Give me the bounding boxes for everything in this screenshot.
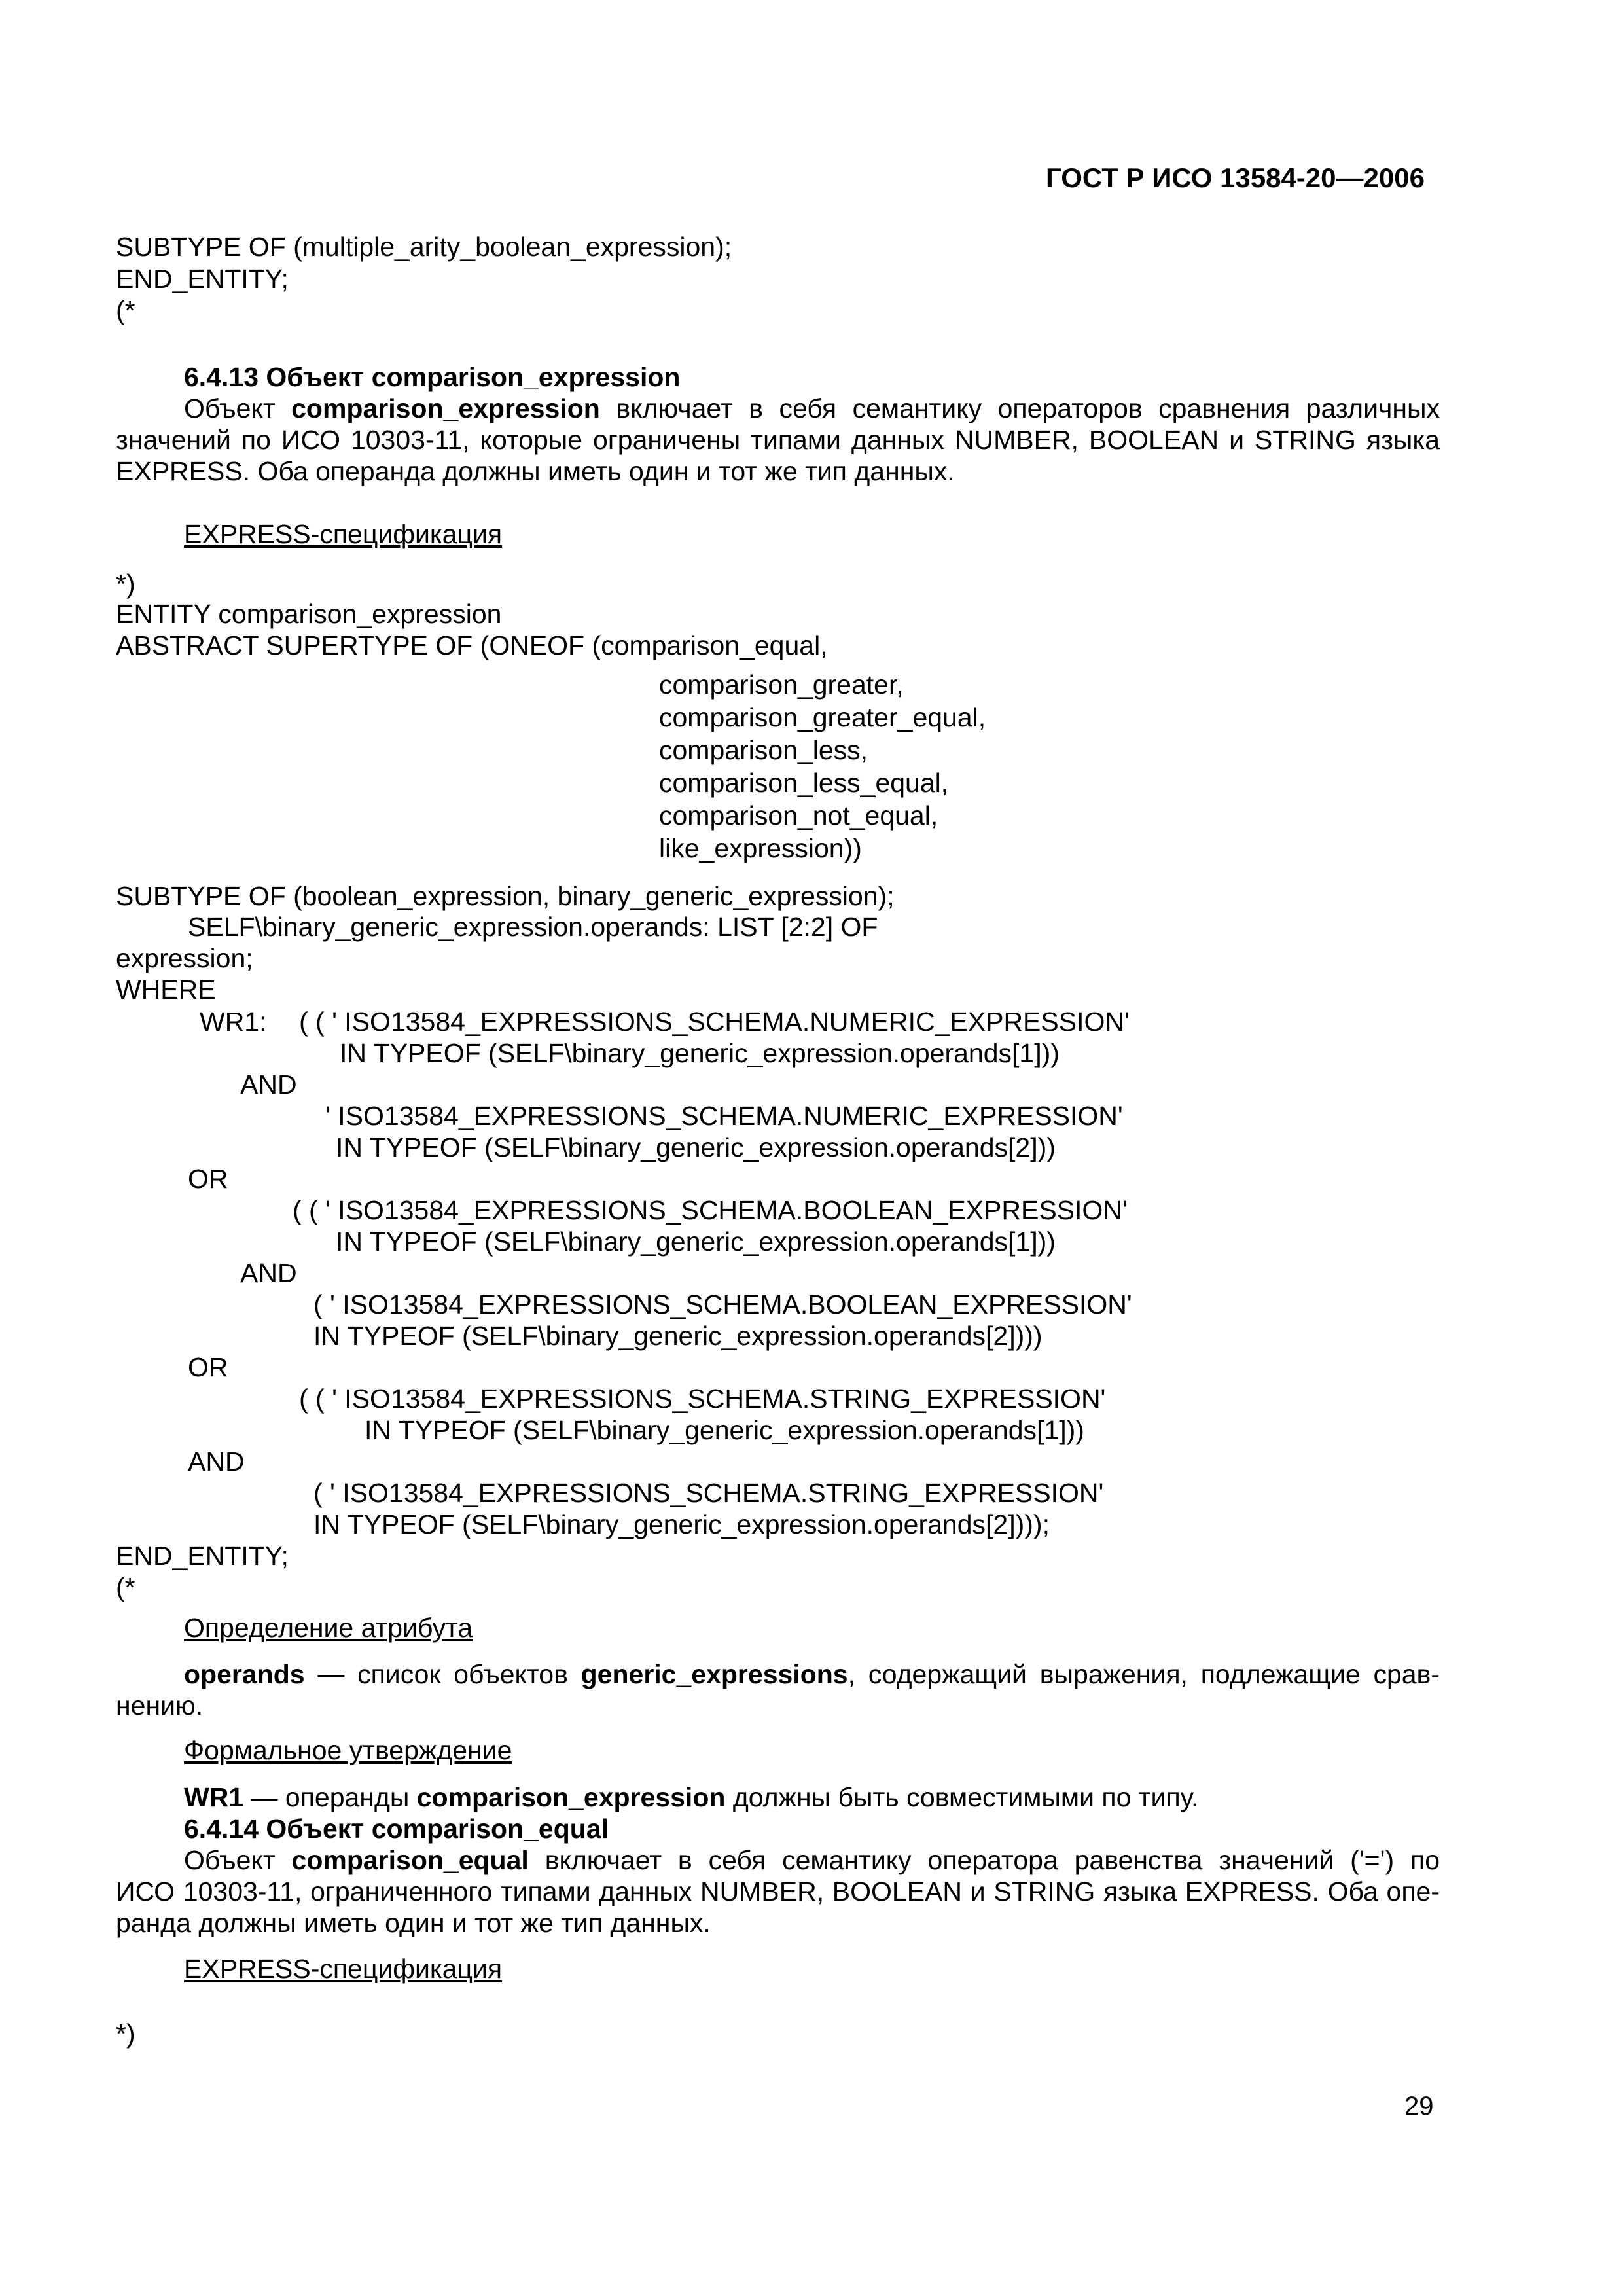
bold-term: comparison_expression [291, 393, 600, 423]
paragraph-line [116, 1844, 1440, 1876]
code-line: *) [116, 2018, 135, 2049]
code-line: AND [188, 1446, 245, 1477]
code-line: comparison_not_equal, [659, 800, 938, 831]
code-line: ' ISO13584_EXPRESSIONS_SCHEMA.NUMERIC_EXPRESSION' [325, 1101, 1123, 1131]
section-heading: 6.4.14 Объект comparison_equal [184, 1814, 609, 1844]
code-line: WHERE [116, 975, 216, 1005]
code-line: (* [116, 1572, 135, 1602]
code-line: ( ' ISO13584_EXPRESSIONS_SCHEMA.STRING_EXPRESSION' [313, 1478, 1104, 1508]
text-run: Объект [184, 393, 292, 423]
document-code-header: ГОСТ Р ИСО 13584-20—2006 [1046, 162, 1425, 193]
code-line: ( ( ' ISO13584_EXPRESSIONS_SCHEMA.BOOLEAN_EXPRESSION' [293, 1195, 1128, 1225]
paragraph-line: значений по ИСО 10303-11, которые ограничены типами данных NUMBER, BOOLEAN и STRING языка [116, 425, 1440, 455]
code-line: SUBTYPE OF (boolean_expression, binary_generic_expression); [116, 881, 895, 911]
paragraph-line [184, 1782, 1198, 1813]
attribute-definition-label: Определение атрибута [184, 1613, 473, 1643]
code-line: *) [116, 569, 135, 599]
code-line: (* [116, 295, 135, 325]
page-number: 29 [1404, 2092, 1434, 2121]
code-line: OR [188, 1164, 228, 1194]
code-line: SELF\binary_generic_expression.operands: LIST [2:2] OF [188, 912, 878, 942]
code-line: IN TYPEOF (SELF\binary_generic_expression.operands[2]))) [313, 1321, 1043, 1351]
paragraph-line [116, 393, 1440, 424]
code-line: comparison_less_equal, [659, 768, 949, 798]
bold-term: operands — [184, 1659, 345, 1689]
section-heading: 6.4.13 Объект comparison_expression [184, 362, 681, 392]
bold-term: comparison_expression [416, 1782, 726, 1812]
code-line: IN TYPEOF (SELF\binary_generic_expression.operands[1])) [336, 1227, 1056, 1257]
rule-label: WR1: [200, 1007, 267, 1037]
paragraph-line: нению. [116, 1691, 204, 1721]
code-line: ENTITY comparison_expression [116, 599, 502, 629]
code-line: like_expression)) [659, 833, 862, 863]
formal-statement-label: Формальное утверждение [184, 1735, 512, 1765]
paragraph-line: ранда должны иметь один и тот же тип данных. [116, 1908, 711, 1938]
code-line: AND [240, 1069, 297, 1100]
code-line: IN TYPEOF (SELF\binary_generic_expression.operands[2])) [336, 1132, 1056, 1162]
express-spec-label: EXPRESS-спецификация [184, 519, 503, 549]
paragraph-line [116, 1659, 1440, 1690]
code-line: comparison_greater_equal, [659, 702, 986, 732]
code-line: ( ( ' ISO13584_EXPRESSIONS_SCHEMA.NUMERIC_EXPRESSION' [299, 1007, 1130, 1037]
bold-term: generic_expressions [580, 1659, 848, 1689]
code-line: OR [188, 1352, 228, 1382]
code-line: AND [240, 1258, 297, 1288]
bold-term: comparison_equal [291, 1845, 529, 1875]
bold-term: WR1 [184, 1782, 244, 1812]
paragraph-line: ИСО 10303-11, ограниченного типами данных NUMBER, BOOLEAN и STRING языка EXPRESS. Оба опе- [116, 1876, 1440, 1907]
text-run: должны быть совместимыми по типу. [725, 1782, 1199, 1812]
code-line: END_ENTITY; [116, 264, 289, 294]
text-run: включает в себя семантику оператора равенства значений ('=') по [528, 1845, 1440, 1875]
code-line: SUBTYPE OF (multiple_arity_boolean_expression); [116, 232, 732, 262]
code-line: IN TYPEOF (SELF\binary_generic_expression.operands[1])) [340, 1038, 1060, 1068]
paragraph-line: EXPRESS. Оба операнда должны иметь один и тот же тип данных. [116, 456, 955, 486]
text-run: — операнды [243, 1782, 417, 1812]
code-line: expression; [116, 943, 253, 973]
code-line: comparison_greater, [659, 670, 904, 700]
text-run: , содержащий выражения, подлежащие срав- [847, 1659, 1440, 1689]
code-line: ( ' ISO13584_EXPRESSIONS_SCHEMA.BOOLEAN_EXPRESSION' [313, 1289, 1132, 1319]
code-line: ( ( ' ISO13584_EXPRESSIONS_SCHEMA.STRING_EXPRESSION' [299, 1384, 1106, 1414]
code-line: comparison_less, [659, 735, 868, 765]
express-spec-label: EXPRESS-спецификация [184, 1954, 503, 1984]
code-line: ABSTRACT SUPERTYPE OF (ONEOF (comparison_equal, [116, 630, 828, 660]
text-run: включает в себя семантику операторов сравнения различных [599, 393, 1440, 423]
code-line: IN TYPEOF (SELF\binary_generic_expression.operands[2]))); [313, 1509, 1050, 1539]
text-run: Объект [184, 1845, 292, 1875]
text-run: список объектов [344, 1659, 581, 1689]
code-line: IN TYPEOF (SELF\binary_generic_expression.operands[1])) [365, 1415, 1084, 1445]
code-line: END_ENTITY; [116, 1541, 289, 1571]
